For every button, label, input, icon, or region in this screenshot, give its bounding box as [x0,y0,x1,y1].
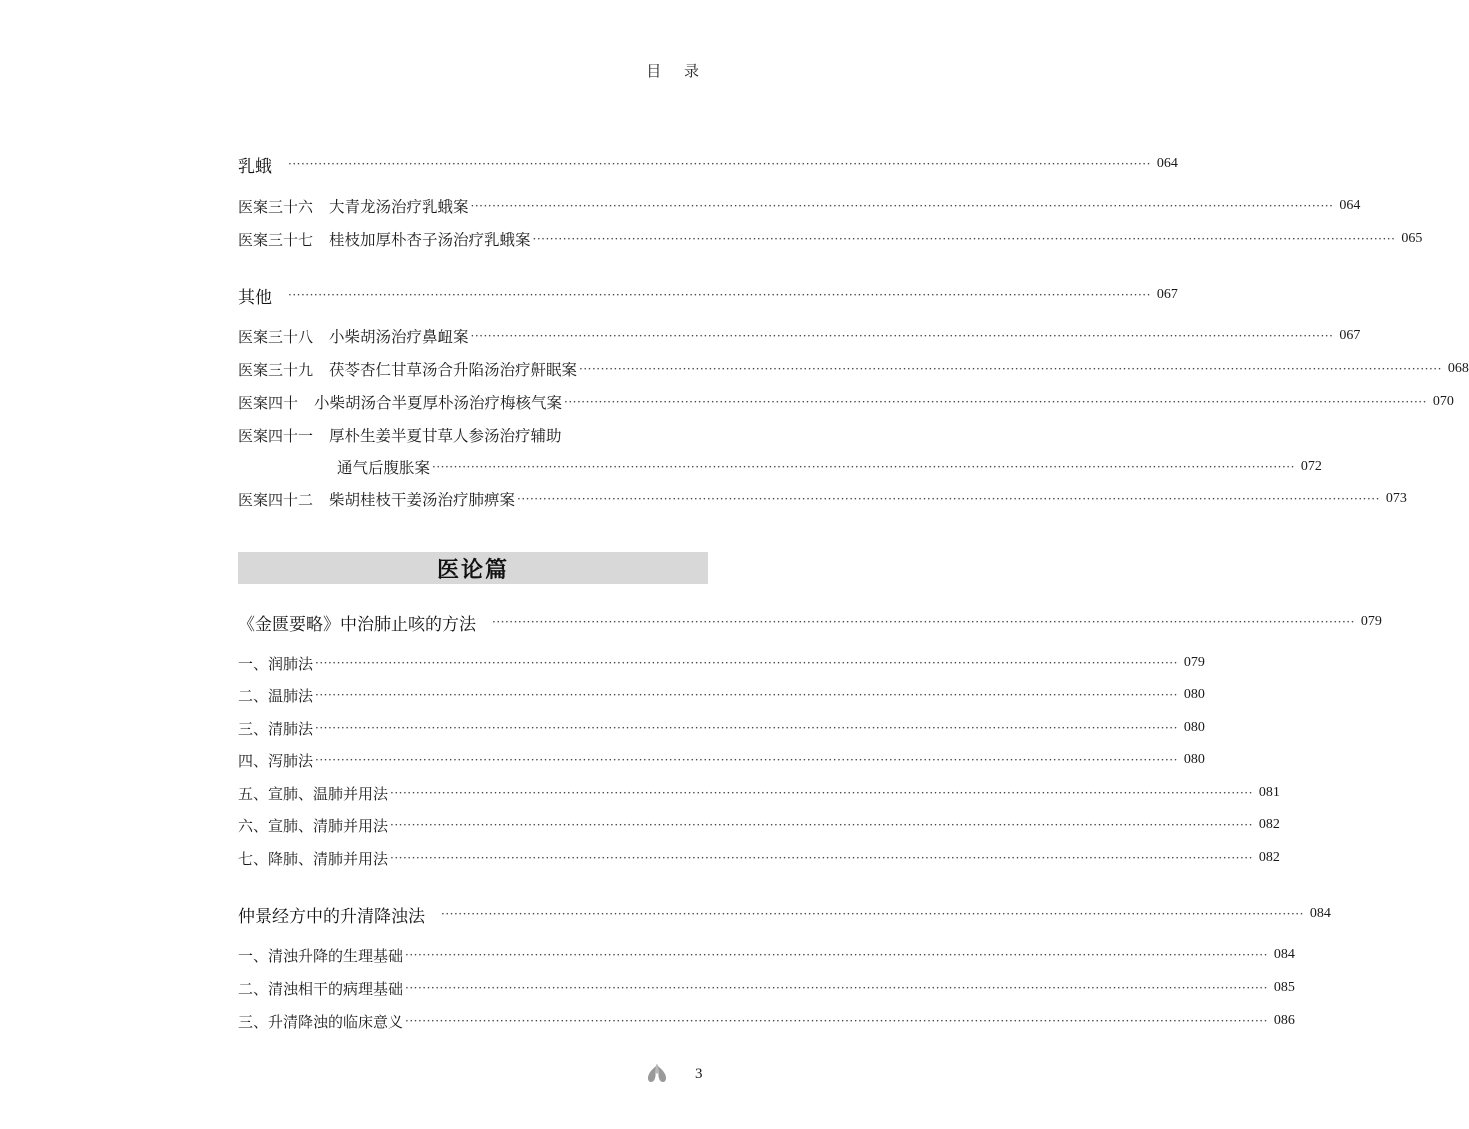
page-number: 082 [1258,817,1280,832]
toc-section-jingui[interactable] [238,610,1382,635]
toc-entry[interactable] [238,651,1205,675]
page-number: 080 [1183,687,1205,702]
section-title: 乳蛾 [238,156,272,177]
dot-leader: ········································································································································································································ [432,460,1295,474]
part-title: 医论篇 [436,556,509,583]
page-number: 064 [1339,198,1361,213]
dot-leader: ········································································································································································································ [315,753,1178,767]
toc-entry-continuation[interactable] [337,455,1322,479]
entry-title: 三、清肺法 [238,719,314,738]
entry-title: 六、宣肺、清肺并用法 [238,816,389,835]
page-number: 080 [1183,752,1205,767]
dot-leader: ········································································································································································································ [390,786,1253,800]
dot-leader: ········································································································································································································ [315,688,1178,702]
entry-title: 一、润肺法 [238,654,314,673]
toc-entry[interactable] [238,943,1295,967]
toc-section-ru-e[interactable] [238,152,1178,177]
toc-entry[interactable] [238,324,1361,348]
toc-section-qita[interactable] [238,283,1178,308]
entry-title: 小柴胡汤治疗鼻衄案 [329,328,469,346]
page-number: 070 [1432,394,1454,409]
page-number: 067 [1156,287,1178,302]
section-title: 其他 [238,287,272,308]
dot-leader: ········································································································································································································ [470,199,1334,213]
entry-title: 柴胡桂枝干姜汤治疗肺痹案 [329,491,516,509]
toc-entry[interactable] [238,748,1205,772]
page-number: 084 [1273,947,1295,962]
toc-entry[interactable] [238,194,1361,218]
dot-leader: ········································································································································································································ [315,721,1178,735]
entry-title: 大青龙汤治疗乳蛾案 [329,198,469,216]
toc-entry[interactable] [238,390,1454,414]
dot-leader: ········································································································································································································ [492,615,1355,629]
entry-title: 三、升清降浊的临床意义 [238,1012,404,1031]
dot-leader: ········································································································································································································ [564,395,1427,409]
page-number: 067 [1339,328,1361,343]
toc-entry[interactable] [238,976,1295,1000]
section-title: 《金匮要略》中治肺止咳的方法 [238,614,476,635]
page-number: 085 [1273,980,1295,995]
page-number: 086 [1273,1013,1295,1028]
entry-title: 茯苓杏仁甘草汤合升陷汤治疗鼾眠案 [329,361,578,379]
toc-entry[interactable] [238,716,1205,740]
dot-leader: ········································································································································································································ [315,656,1178,670]
running-header: 目 录 [646,62,708,80]
dot-leader: ········································································································································································································ [390,851,1253,865]
toc-entry[interactable] [238,227,1423,251]
lungs-icon [646,1064,668,1084]
entry-title: 小柴胡汤合半夏厚朴汤治疗梅核气案 [314,394,563,412]
entry-title: 四、泻肺法 [238,751,314,770]
case-number: 医案四十一 [238,426,314,445]
entry-title: 厚朴生姜半夏甘草人参汤治疗辅助 [329,427,562,445]
entry-title: 一、清浊升降的生理基础 [238,946,404,965]
page-number: 073 [1385,491,1407,506]
page-number: 081 [1258,785,1280,800]
toc-entry[interactable] [238,487,1407,511]
section-title: 仲景经方中的升清降浊法 [238,906,425,927]
part-banner [238,552,708,584]
toc-entry[interactable] [238,781,1280,805]
dot-leader: ········································································································································································································ [390,818,1253,832]
dot-leader: ········································································································································································································ [532,232,1396,246]
page-number: 068 [1447,361,1469,376]
case-number: 医案四十 [238,393,299,412]
toc-entry[interactable] [238,1009,1295,1033]
page-number: 082 [1258,850,1280,865]
toc-entry[interactable] [238,423,708,447]
page-number: 065 [1401,231,1423,246]
entry-title: 二、清浊相干的病理基础 [238,979,404,998]
page-footer-number: 3 [695,1066,703,1082]
dot-leader: ········································································································································································································ [579,362,1442,376]
entry-title: 七、降肺、清肺并用法 [238,849,389,868]
dot-leader: ········································································································································································································ [405,948,1268,962]
dot-leader: ········································································································································································································ [405,981,1268,995]
toc-entry[interactable] [238,683,1205,707]
toc-entry[interactable] [238,813,1280,837]
page-number: 084 [1309,906,1331,921]
page-number: 080 [1183,720,1205,735]
page-number: 079 [1360,614,1382,629]
dot-leader: ········································································································································································································ [288,157,1151,171]
dot-leader: ········································································································································································································ [517,492,1380,506]
page-number: 072 [1300,459,1322,474]
page-number: 079 [1183,655,1205,670]
entry-title: 桂枝加厚朴杏子汤治疗乳蛾案 [329,231,531,249]
entry-title: 二、温肺法 [238,686,314,705]
dot-leader: ········································································································································································································ [405,1014,1268,1028]
case-number: 医案四十二 [238,490,314,509]
entry-title-continuation: 通气后腹胀案 [337,459,431,477]
dot-leader: ········································································································································································································ [288,288,1151,302]
toc-entry[interactable] [238,357,1469,381]
case-number: 医案三十七 [238,230,314,249]
case-number: 医案三十九 [238,360,314,379]
toc-entry[interactable] [238,846,1280,870]
entry-title: 五、宣肺、温肺并用法 [238,784,389,803]
dot-leader: ········································································································································································································ [470,329,1334,343]
dot-leader: ········································································································································································································ [441,907,1304,921]
case-number: 医案三十八 [238,327,314,346]
page-number: 064 [1156,156,1178,171]
toc-section-zhongjing[interactable] [238,902,1331,927]
case-number: 医案三十六 [238,197,314,216]
